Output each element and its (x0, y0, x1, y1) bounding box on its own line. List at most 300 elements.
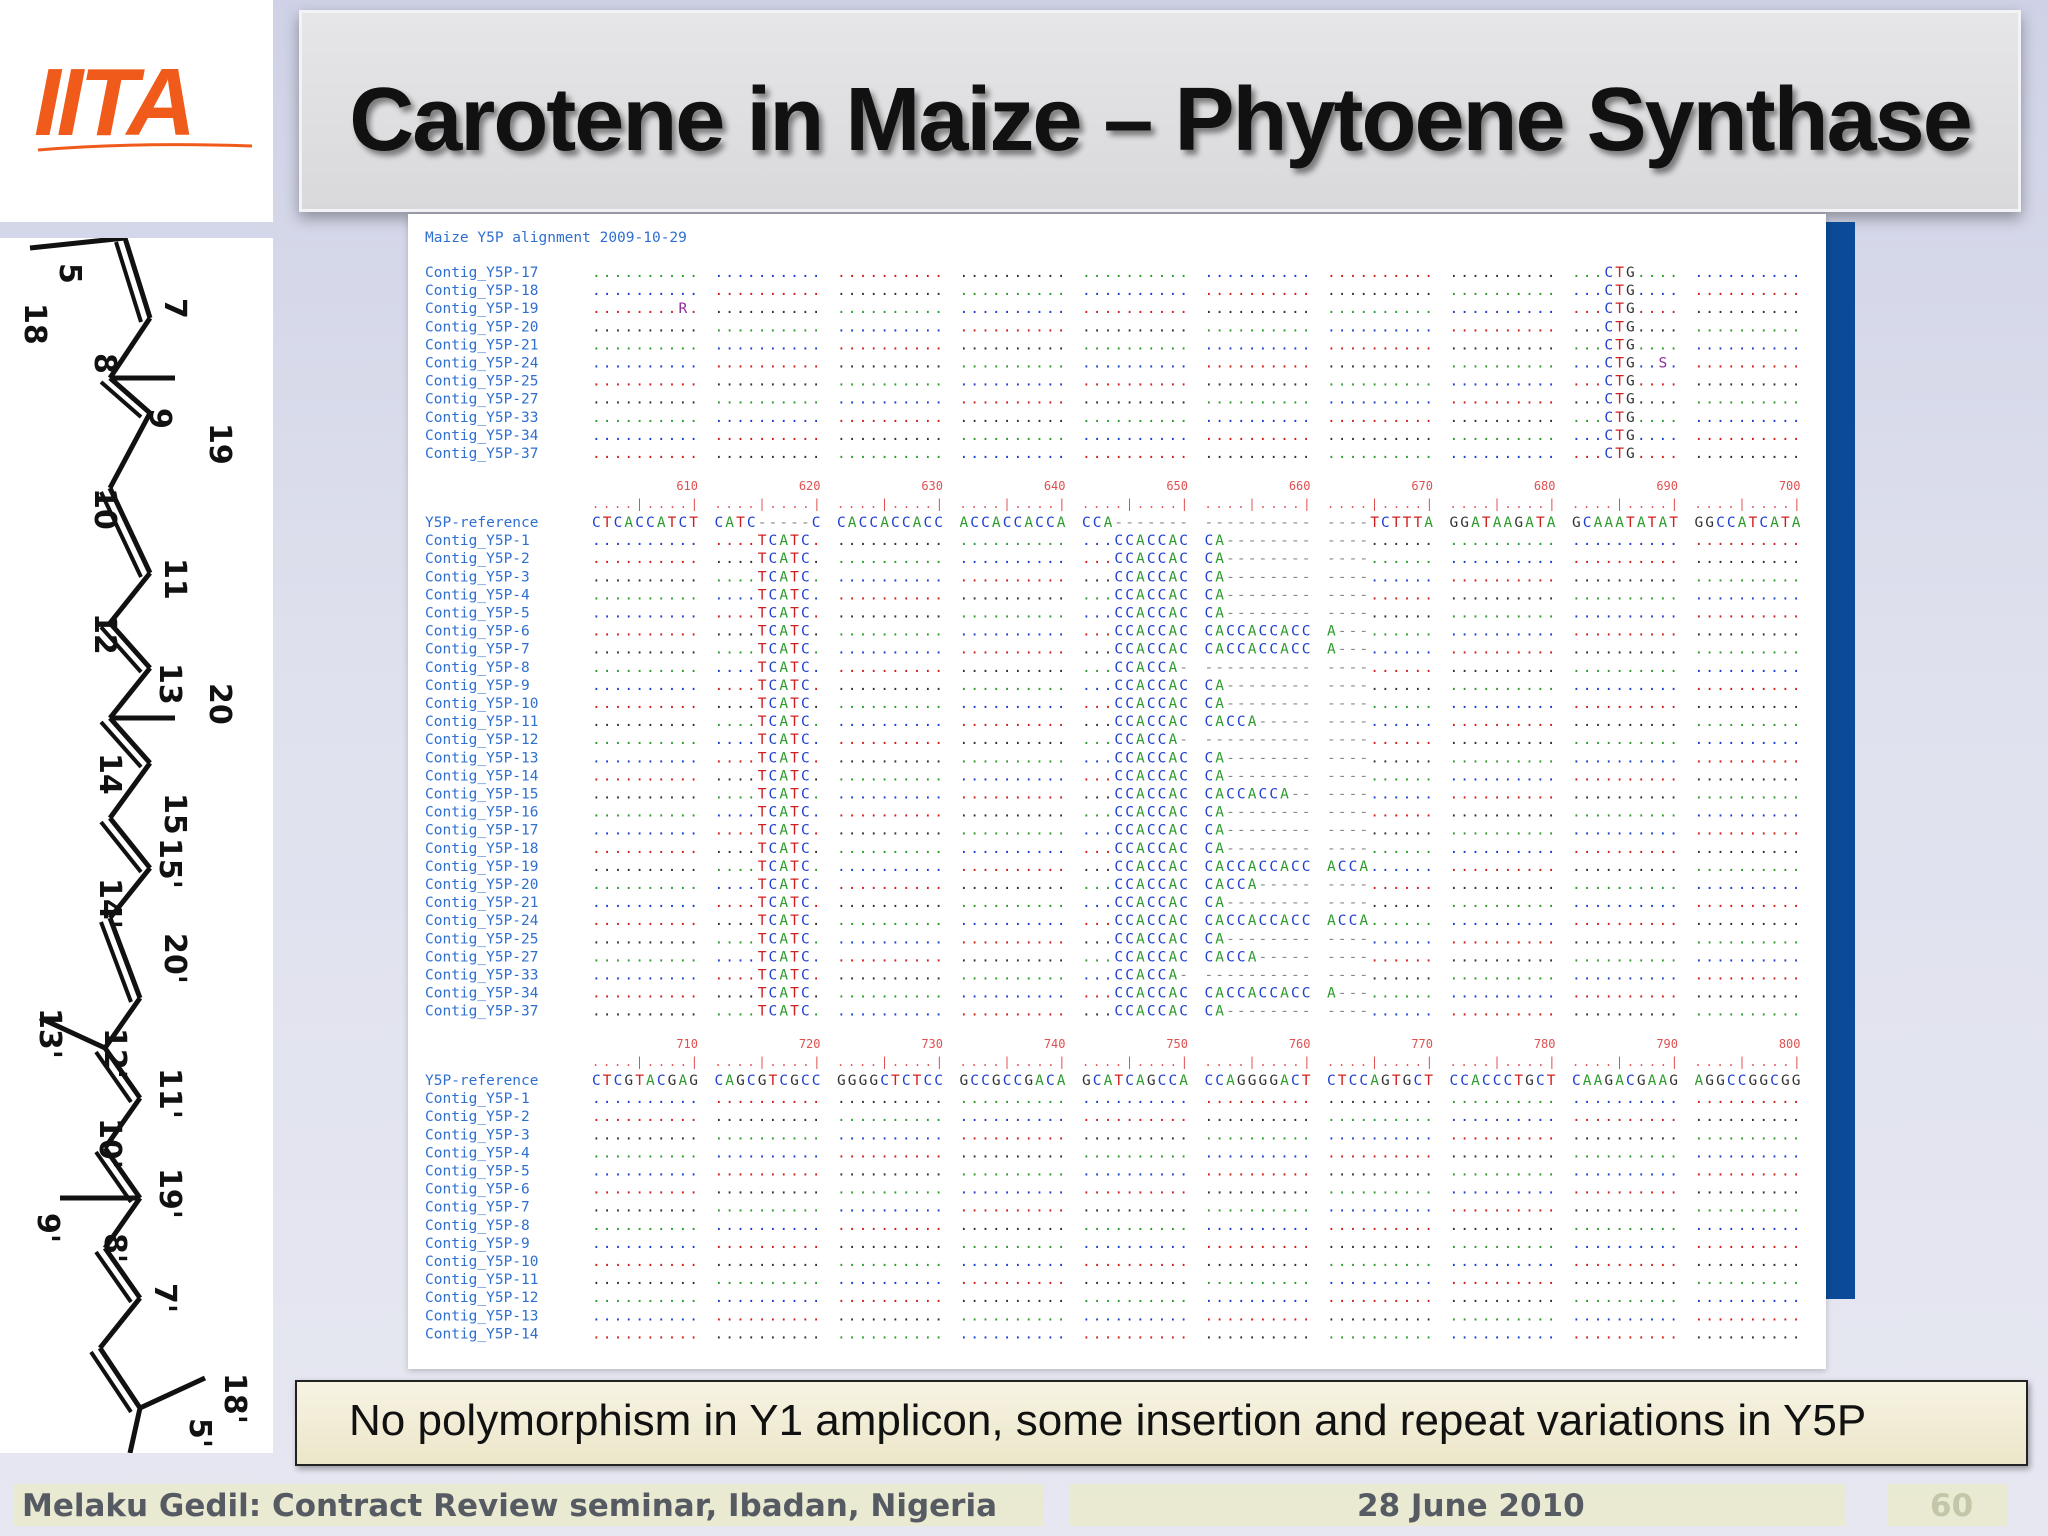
sequence-block: . . . . . . . . . . (837, 1145, 943, 1162)
sequence-block: - - - - . . . . . . (1327, 822, 1433, 839)
sequence-block: . . . . . . . . . . (837, 967, 943, 984)
sequence-block: . . . . T C A T C . (714, 877, 821, 893)
sequence-block: . . . . . . . . . . (1204, 1091, 1311, 1108)
accent-bar (1825, 222, 1855, 1299)
sequence-block: . . . . . . . . . . (1694, 605, 1801, 622)
sequence-block: . . . . . . . . . . (837, 587, 943, 604)
sequence-block: . . . . . . . . . . (592, 1109, 698, 1126)
sequence-block: . . . . . . . . . . (1082, 1235, 1188, 1252)
sequence-block: . . . . . . . . . . (592, 551, 698, 568)
carbon-number-label: 5' (182, 1418, 217, 1449)
sequence-block: . . . . . . . . . . (1572, 1181, 1678, 1198)
sequence-block: . . . . T C A T C . (714, 822, 821, 839)
sequence-block: . . . . . . . . . . (1327, 1272, 1433, 1289)
sequence-block: . . . . . . . . . . (1449, 732, 1556, 749)
sequence-name: Contig_Y5P-14 (425, 1326, 539, 1343)
sequence-block: . . . . . . . . . . (1572, 714, 1678, 731)
sequence-block: - - - - - - - - - - (1204, 659, 1311, 676)
sequence-block: . . . . . . . . . . (1572, 895, 1678, 912)
sequence-block: . . . . . . . . . . (1449, 283, 1556, 300)
sequence-block: . . . . T C A T C . (714, 804, 821, 821)
sequence-block: . . . . . . . . . . (592, 895, 698, 912)
sequence-block: C A - - - - - - - - (1204, 931, 1311, 948)
sequence-block: . . . . . . . . . . (592, 641, 698, 658)
sequence-block: . . . . . . . . . . (959, 1217, 1066, 1234)
sequence-block: . . . . . . . . . . (959, 1163, 1066, 1180)
sequence-block: . . . . . . . . . . (837, 913, 943, 930)
sequence-name: Contig_Y5P-9 (425, 1235, 530, 1252)
sequence-block: - - - - . . . . . . (1327, 840, 1433, 857)
sequence-block: . . . . . . . . . . (1572, 659, 1678, 676)
sequence-block: . . . . . . . . . . (1694, 877, 1801, 893)
sequence-block: . . . . . . . . . . (1572, 551, 1678, 568)
sequence-block: . . . . . . . . . . (714, 1199, 821, 1216)
sequence-name: Contig_Y5P-37 (425, 1003, 539, 1020)
sequence-block: . . . . . . . . . . (1449, 895, 1556, 912)
sequence-block: . . . . . . . . . . (1694, 750, 1801, 767)
sequence-block: . . . . . . . . . . (1204, 1254, 1311, 1270)
sequence-block: . . . . T C A T C . (714, 768, 821, 785)
sequence-block: . . . . . . . . . . (1327, 391, 1433, 408)
sequence-block: . . . . . . . . . . (714, 1091, 821, 1108)
sequence-block: . . . . . . . . . . (592, 1308, 698, 1325)
sequence-block: . . . . . . . . . . (959, 877, 1066, 893)
sequence-block: . . . . . . . . . . (959, 446, 1066, 462)
sequence-name: Contig_Y5P-9 (425, 677, 530, 694)
sequence-block: . . . . . . . . . . (837, 858, 943, 875)
sequence-block: . . . . . . . . . . (1327, 319, 1433, 336)
sequence-block: . . . . . . . . . . (1082, 1326, 1188, 1343)
sequence-block: . . . . . . . . . . (1327, 1181, 1433, 1198)
sequence-block: . . . C C A C C A C (1082, 858, 1188, 875)
sequence-block: . . . . . . . . . . (1204, 337, 1311, 354)
sequence-block: . . . . . . . . . . (1082, 319, 1188, 336)
sequence-block: . . . . . . . . . . (714, 409, 821, 426)
sequence-block: . . . . . . . . . . (1694, 409, 1801, 426)
sequence-block: . . . . . . . . . . (1572, 623, 1678, 640)
sequence-block: C A C C A - - - - - (1204, 949, 1311, 966)
sequence-block: . . . . . . . . . . (959, 1145, 1066, 1162)
carbon-number-label: 18' (217, 1373, 252, 1424)
carbon-number-label: 7 (157, 298, 192, 319)
sequence-block: . . . . . . . . . . (1572, 1235, 1678, 1252)
sequence-block: A C C A . . . . . . (1327, 913, 1433, 930)
sequence-block: - - - - . . . . . . (1327, 587, 1433, 604)
sequence-block: - - - - . . . . . . (1327, 1003, 1433, 1020)
sequence-block: - - - - . . . . . . (1327, 605, 1433, 622)
sequence-block: . . . . . . . . . . (1449, 1272, 1556, 1289)
sequence-name: Contig_Y5P-25 (425, 373, 539, 390)
sequence-block: . . . . . . . . . . (1327, 1254, 1433, 1270)
sequence-block: . . . . . . . . . . (1694, 732, 1801, 749)
bond-line (110, 668, 150, 718)
sequence-block: . . . C T G . . S . (1572, 355, 1678, 372)
carbon-number-label: 13' (32, 1008, 67, 1059)
sequence-block: . . . . . . . . . . (592, 732, 698, 749)
sequence-block: . . . . . . . . . . (1572, 732, 1678, 749)
sequence-block: . . . . . . . . . . (1082, 391, 1188, 408)
sequence-name: Contig_Y5P-2 (425, 1109, 530, 1126)
sequence-block: G G C C A T C A T A (1694, 515, 1801, 531)
sequence-block: . . . . . . . . . . (1572, 877, 1678, 893)
sequence-block: . . . . . . . . . . (714, 319, 821, 336)
ruler-number: 770 (1411, 1037, 1433, 1051)
sequence-block: . . . . . . . . . . (1572, 605, 1678, 622)
sequence-block: . . . . T C A T C . (714, 985, 821, 1002)
sequence-block: . . . . T C A T C . (714, 714, 821, 731)
sequence-block: . . . . . . . . . . (592, 1217, 698, 1234)
sequence-block: . . . . . . . . . . (837, 931, 943, 948)
footer-presenter: Melaku Gedil: Contract Review seminar, Ibadan, Nigeria (22, 1488, 998, 1524)
slide-number: 60 (1930, 1488, 1974, 1524)
ruler-ticks: ....|....| (959, 497, 1066, 511)
sequence-block: . . . . . . . . . . (1327, 1091, 1433, 1108)
carbon-number-label: 15 (157, 793, 192, 835)
sequence-block: . . . . . . . . . . (1572, 1326, 1678, 1343)
sequence-block: . . . C C A C C A C (1082, 895, 1188, 912)
sequence-block: . . . . . . . . . . (1449, 931, 1556, 948)
sequence-name: Contig_Y5P-13 (425, 1308, 539, 1325)
sequence-block: C A - - - - - - - - (1204, 587, 1311, 604)
sequence-block: . . . . . . . . . . (714, 391, 821, 408)
sequence-block: . . . . . . . . . . (714, 1127, 821, 1144)
sequence-block: . . . . . . . . . . (959, 1326, 1066, 1343)
sequence-block: . . . . . . . . . . (592, 931, 698, 948)
ruler-number: 790 (1656, 1037, 1678, 1051)
sequence-block: . . . . . . . . . . (1449, 822, 1556, 839)
sequence-block: . . . . . . . . . . (1327, 1308, 1433, 1325)
sequence-block: . . . . . . . . . . (837, 786, 943, 803)
sequence-block: . . . . . . . . . . (1694, 623, 1801, 640)
sequence-block: . . . . . . . . . . (1327, 1235, 1433, 1252)
sequence-name: Contig_Y5P-20 (425, 877, 539, 893)
sequence-block: . . . . . . . . . . (714, 301, 821, 318)
sequence-block: . . . . . . . . . . (1082, 337, 1188, 354)
carotene-structure-diagram (0, 238, 273, 1453)
sequence-block: . . . C C A C C A C (1082, 641, 1188, 658)
sequence-block: . . . . . . . . . . (1449, 355, 1556, 372)
sequence-name: Contig_Y5P-7 (425, 1199, 530, 1216)
ruler-ticks: ....|....| (1694, 1055, 1801, 1069)
sequence-block: . . . . . . . . . . (1694, 641, 1801, 658)
sequence-block: . . . . . . . . . . (959, 1272, 1066, 1289)
sequence-block: . . . . T C A T C . (714, 931, 821, 948)
sequence-block: . . . . . . . . . . (1572, 985, 1678, 1002)
sequence-block: C A - - - - - - - - (1204, 895, 1311, 912)
sequence-block: . . . . . . . . . . (959, 391, 1066, 408)
sequence-block: . . . . . . . . . . (1694, 858, 1801, 875)
sequence-block: . . . . . . . . . . (1204, 409, 1311, 426)
sequence-block: . . . . . . . . . . (959, 623, 1066, 640)
sequence-block: . . . . . . . . . . (1204, 1217, 1311, 1234)
sequence-block: . . . . . . . . . . (1572, 1109, 1678, 1126)
ruler-ticks: ....|....| (1572, 1055, 1678, 1069)
sequence-block: . . . . . . . . . . (1572, 1254, 1678, 1270)
sequence-block: . . . . . . . . . . (837, 895, 943, 912)
sequence-block: - - - - . . . . . . (1327, 804, 1433, 821)
sequence-block: - - - - . . . . . . (1327, 551, 1433, 568)
sequence-block: C A C C A C C A C C (1204, 858, 1311, 875)
sequence-block: . . . . T C A T C . (714, 750, 821, 767)
sequence-block: . . . . . . . . . . (837, 677, 943, 694)
sequence-block: . . . . . . . . . . (1572, 750, 1678, 767)
sequence-block: . . . . . . . . . . (959, 1254, 1066, 1270)
sequence-block: . . . . . . . . . . (837, 355, 943, 372)
sequence-block: . . . . . . . . . . (1449, 877, 1556, 893)
sequence-block: . . . . . . . . . . (1327, 265, 1433, 281)
sequence-block: . . . . . . . . . . (1449, 337, 1556, 354)
sequence-block: . . . . . . . . . . (592, 1145, 698, 1162)
sequence-block: . . . . . . . . . . (959, 895, 1066, 912)
sequence-name: Contig_Y5P-33 (425, 967, 539, 984)
sequence-block: C T C C A G T G C T (1327, 1073, 1433, 1089)
sequence-block: . . . . . . . . . . (1694, 1308, 1801, 1325)
sequence-block: . . . . . . . . . . (959, 409, 1066, 426)
sequence-block: C A A G A C G A A G (1572, 1073, 1678, 1089)
sequence-block: . . . . . . . . . . (959, 985, 1066, 1002)
sequence-name: Y5P-reference (425, 1073, 539, 1089)
sequence-block: - - - - - - - - - - (1204, 515, 1311, 531)
sequence-block: . . . . . . . . . . (592, 605, 698, 622)
sequence-block: C C A - - - - - - - (1082, 515, 1188, 531)
sequence-block: . . . . . . . . . . (959, 533, 1066, 550)
sequence-block: . . . . . . . . . . (1327, 1109, 1433, 1126)
sequence-block: . . . . . . . . . . (837, 1181, 943, 1198)
sequence-block: . . . . . . . . . . (959, 677, 1066, 694)
sequence-block: . . . . . . . . . . (592, 768, 698, 785)
alignment-svg (408, 214, 1826, 1369)
ruler-ticks: ....|....| (959, 1055, 1066, 1069)
sequence-name: Contig_Y5P-4 (425, 1145, 530, 1162)
sequence-block: . . . . . . . . . . (1204, 283, 1311, 300)
sequence-block: . . . . . . . . . . (1082, 1290, 1188, 1307)
sequence-block: . . . C C A C C A C (1082, 949, 1188, 966)
sequence-block: . . . . . . . . . . (959, 732, 1066, 749)
sequence-block: . . . . . . . . . . (1327, 1290, 1433, 1307)
sequence-block: . . . . . . . . . . (1449, 1217, 1556, 1234)
sequence-block: C A C C A C C A C C (1204, 623, 1311, 640)
sequence-block: . . . . . . . . . . (1082, 1199, 1188, 1216)
sequence-block: . . . . . . . . . . (1204, 1326, 1311, 1343)
sequence-block: . . . . . . . . . . (592, 1290, 698, 1307)
sequence-block: . . . . . . . . . . (1449, 623, 1556, 640)
sequence-block: . . . . . . . . . . (1204, 1109, 1311, 1126)
sequence-block: C A - - - - - - - - (1204, 533, 1311, 550)
sequence-block: . . . . . . . . . . (959, 265, 1066, 281)
sequence-block: . . . . . . . . . . (1694, 804, 1801, 821)
sequence-block: . . . . . . . . . . (714, 373, 821, 390)
sequence-block: . . . . . . . . . . (837, 732, 943, 749)
sequence-block: . . . . . . . . . . (1694, 913, 1801, 930)
sequence-block: . . . . . . . . . . (1694, 840, 1801, 857)
sequence-block: . . . . T C A T C . (714, 696, 821, 712)
sequence-block: . . . . . . . . . . (1449, 301, 1556, 318)
sequence-block: . . . C C A C C A C (1082, 696, 1188, 712)
sequence-block: . . . . . . . . . . (1694, 355, 1801, 372)
sequence-block: . . . . . . . . . . (837, 301, 943, 318)
sequence-block: . . . . . . . . . . (1449, 750, 1556, 767)
sequence-name: Contig_Y5P-4 (425, 587, 530, 604)
sequence-block: C A - - - - - - - - (1204, 840, 1311, 857)
ruler-number: 640 (1043, 479, 1066, 493)
sequence-block: . . . . . . . . . . (837, 949, 943, 966)
sequence-name: Contig_Y5P-12 (425, 1290, 539, 1307)
sequence-block: . . . . . . . . . . (592, 1003, 698, 1020)
sequence-block: . . . . . . . . . . (1449, 1235, 1556, 1252)
sequence-block: . . . . . . . . . . (959, 1290, 1066, 1307)
sequence-block: . . . . . . . . . . (1694, 822, 1801, 839)
sequence-block: . . . . . . . . . . (1572, 587, 1678, 604)
title-panel (299, 10, 2021, 212)
sequence-block: C A C C A - - - - - (1204, 714, 1311, 731)
sequence-block: . . . . . . . . . . (1572, 677, 1678, 694)
sequence-block: . . . . . . . . . . (1572, 1163, 1678, 1180)
sequence-block: . . . . . . . . . . (714, 355, 821, 372)
sequence-block: . . . . . . . . . . (1449, 391, 1556, 408)
sequence-block: . . . . . . . . . . (959, 786, 1066, 803)
sequence-block: . . . . . . . . . . (837, 283, 943, 300)
sequence-block: . . . C C A C C A - (1082, 659, 1188, 676)
sequence-block: . . . . T C A T C . (714, 641, 821, 658)
carbon-number-label: 9 (142, 408, 177, 429)
sequence-block: . . . C C A C C A C (1082, 605, 1188, 622)
sequence-block: . . . . . . . . . . (1694, 1145, 1801, 1162)
sequence-block: . . . . . . . . . . (592, 1181, 698, 1198)
sequence-block: . . . . . . . . . . (1204, 391, 1311, 408)
sequence-block: . . . . . . . . . . (1449, 858, 1556, 875)
sequence-block: . . . . . . . . . . (1449, 840, 1556, 857)
sequence-block: . . . . . . . . . . (1204, 1199, 1311, 1216)
sequence-block: . . . . . . . . . . (837, 1127, 943, 1144)
sequence-block: . . . . T C A T C . (714, 913, 821, 930)
sequence-name: Contig_Y5P-10 (425, 1254, 539, 1270)
sequence-block: . . . . . . . . . . (714, 1326, 821, 1343)
sequence-block: . . . . . . . . . . (1082, 1109, 1188, 1126)
sequence-block: . . . . . . . . . . (592, 985, 698, 1002)
sequence-block: . . . . . . . . . . (1204, 355, 1311, 372)
sequence-block: . . . . . . . . . . (592, 1326, 698, 1343)
sequence-block: . . . . T C A T C . (714, 569, 821, 586)
sequence-block: . . . . . . . . . . (959, 659, 1066, 676)
sequence-block: . . . . . . . . . . (592, 786, 698, 803)
sequence-block: . . . . . . . . . . (837, 985, 943, 1002)
sequence-block: . . . C C A C C A C (1082, 840, 1188, 857)
sequence-block: . . . . . . . . . . (837, 605, 943, 622)
sequence-name: Contig_Y5P-6 (425, 623, 530, 640)
sequence-block: . . . . . . . . . . (959, 750, 1066, 767)
sequence-block: . . . . . . . . . . (714, 446, 821, 462)
sequence-block: . . . . . . . . . . (592, 623, 698, 640)
sequence-block: . . . . . . . . . . (959, 641, 1066, 658)
carbon-number-label: 10' (92, 1118, 127, 1169)
sequence-block: . . . . T C A T C . (714, 659, 821, 676)
sequence-name: Contig_Y5P-5 (425, 605, 530, 622)
sequence-block: . . . . . . . . . . (592, 337, 698, 354)
sequence-block: . . . . . . . . . . (1449, 985, 1556, 1002)
sequence-block: . . . . . . . . . . (837, 641, 943, 658)
sequence-block: . . . . . . . . . . (592, 1091, 698, 1108)
sequence-block: . . . . . . . . . . (959, 1091, 1066, 1108)
sequence-block: . . . . . . . . . . (837, 1199, 943, 1216)
sequence-block: . . . . . . . . . . (959, 858, 1066, 875)
sequence-block: . . . . . . . . . . (1572, 768, 1678, 785)
sequence-block: . . . . . . . . . . (1694, 551, 1801, 568)
sequence-block: . . . . . . . . . . (1572, 858, 1678, 875)
sequence-block: C A C C A C C A C C (1204, 985, 1311, 1002)
sequence-block: . . . C T G . . . . (1572, 301, 1678, 318)
sequence-name: Contig_Y5P-8 (425, 1217, 530, 1234)
sequence-block: . . . . T C A T C . (714, 605, 821, 622)
sequence-block: C A - - - - - - - - (1204, 804, 1311, 821)
sequence-block: . . . . . . . . . . (1449, 569, 1556, 586)
sequence-block: . . . . . . . . . . (1572, 569, 1678, 586)
sequence-block: . . . . . . . . . . (1082, 446, 1188, 462)
sequence-name: Contig_Y5P-33 (425, 409, 539, 426)
sequence-block: . . . . . . . . . . (714, 1145, 821, 1162)
sequence-block: . . . . . . . . . . (1082, 301, 1188, 318)
sequence-block: . . . . . . . . . . (1449, 1127, 1556, 1144)
sequence-name: Contig_Y5P-27 (425, 949, 539, 966)
carbon-number-label: 19 (202, 423, 237, 465)
ruler-number: 700 (1778, 479, 1801, 493)
carbon-number-label: 14' (92, 878, 127, 929)
sequence-block: . . . . . . . . . . (1449, 587, 1556, 604)
sequence-block: . . . . . . . . . . (1572, 1199, 1678, 1216)
ruler-number: 690 (1656, 479, 1678, 493)
ruler-number: 730 (921, 1037, 943, 1051)
sequence-block: . . . . . . . . . . (959, 714, 1066, 731)
sequence-block: . . . C T G . . . . (1572, 446, 1678, 462)
sequence-block: . . . C T G . . . . (1572, 391, 1678, 408)
sequence-block: . . . . . . . . . . (592, 1235, 698, 1252)
sequence-block: . . . . . . . . . . (1694, 677, 1801, 694)
sequence-block: . . . . T C A T C . (714, 967, 821, 984)
ruler-ticks: ....|....| (1449, 1055, 1556, 1069)
sequence-name: Contig_Y5P-1 (425, 533, 530, 550)
sequence-block: - - - - . . . . . . (1327, 877, 1433, 893)
sequence-block: . . . . . . . . . . (1694, 319, 1801, 336)
sequence-block: . . . . . . . . . . (1082, 1217, 1188, 1234)
sequence-block: . . . . . . . . . . (1327, 283, 1433, 300)
sequence-block: C A C C A C C A C C (837, 515, 943, 531)
sequence-block: - - - - . . . . . . (1327, 696, 1433, 712)
ruler-number: 750 (1166, 1037, 1188, 1051)
sequence-block: . . . . . . . . . . (1449, 696, 1556, 712)
sequence-block: . . . . . . . . . . (1694, 1217, 1801, 1234)
sequence-block: A G G C C G G C G G (1694, 1073, 1801, 1089)
sequence-block: . . . . . . . . . . (1694, 1127, 1801, 1144)
sequence-name: Contig_Y5P-5 (425, 1163, 530, 1180)
sequence-block: . . . . . . . . . . (959, 1199, 1066, 1216)
sequence-block: . . . . . . . . . . (1572, 641, 1678, 658)
ruler-ticks: ....|....| (1204, 1055, 1311, 1069)
sequence-name: Contig_Y5P-8 (425, 659, 530, 676)
sequence-name: Contig_Y5P-17 (425, 265, 539, 281)
sequence-block: . . . . T C A T C . (714, 587, 821, 604)
sequence-block: . . . C T G . . . . (1572, 427, 1678, 444)
sequence-block: C A C C A C C A - - (1204, 786, 1311, 803)
sequence-block: . . . . . . . . . . (1204, 1308, 1311, 1325)
sequence-name: Contig_Y5P-37 (425, 446, 539, 462)
sequence-block: . . . . . . . . . . (837, 551, 943, 568)
sequence-block: . . . . . . . . . . (1082, 283, 1188, 300)
sequence-block: . . . . . . . . . . (1694, 283, 1801, 300)
sequence-block: . . . . . . . . . . (959, 913, 1066, 930)
ruler-ticks: ....|....| (714, 497, 821, 511)
sequence-block: . . . . . . . . . . (1449, 427, 1556, 444)
sequence-block: C A - - - - - - - - (1204, 605, 1311, 622)
caption-box (295, 1380, 2028, 1466)
